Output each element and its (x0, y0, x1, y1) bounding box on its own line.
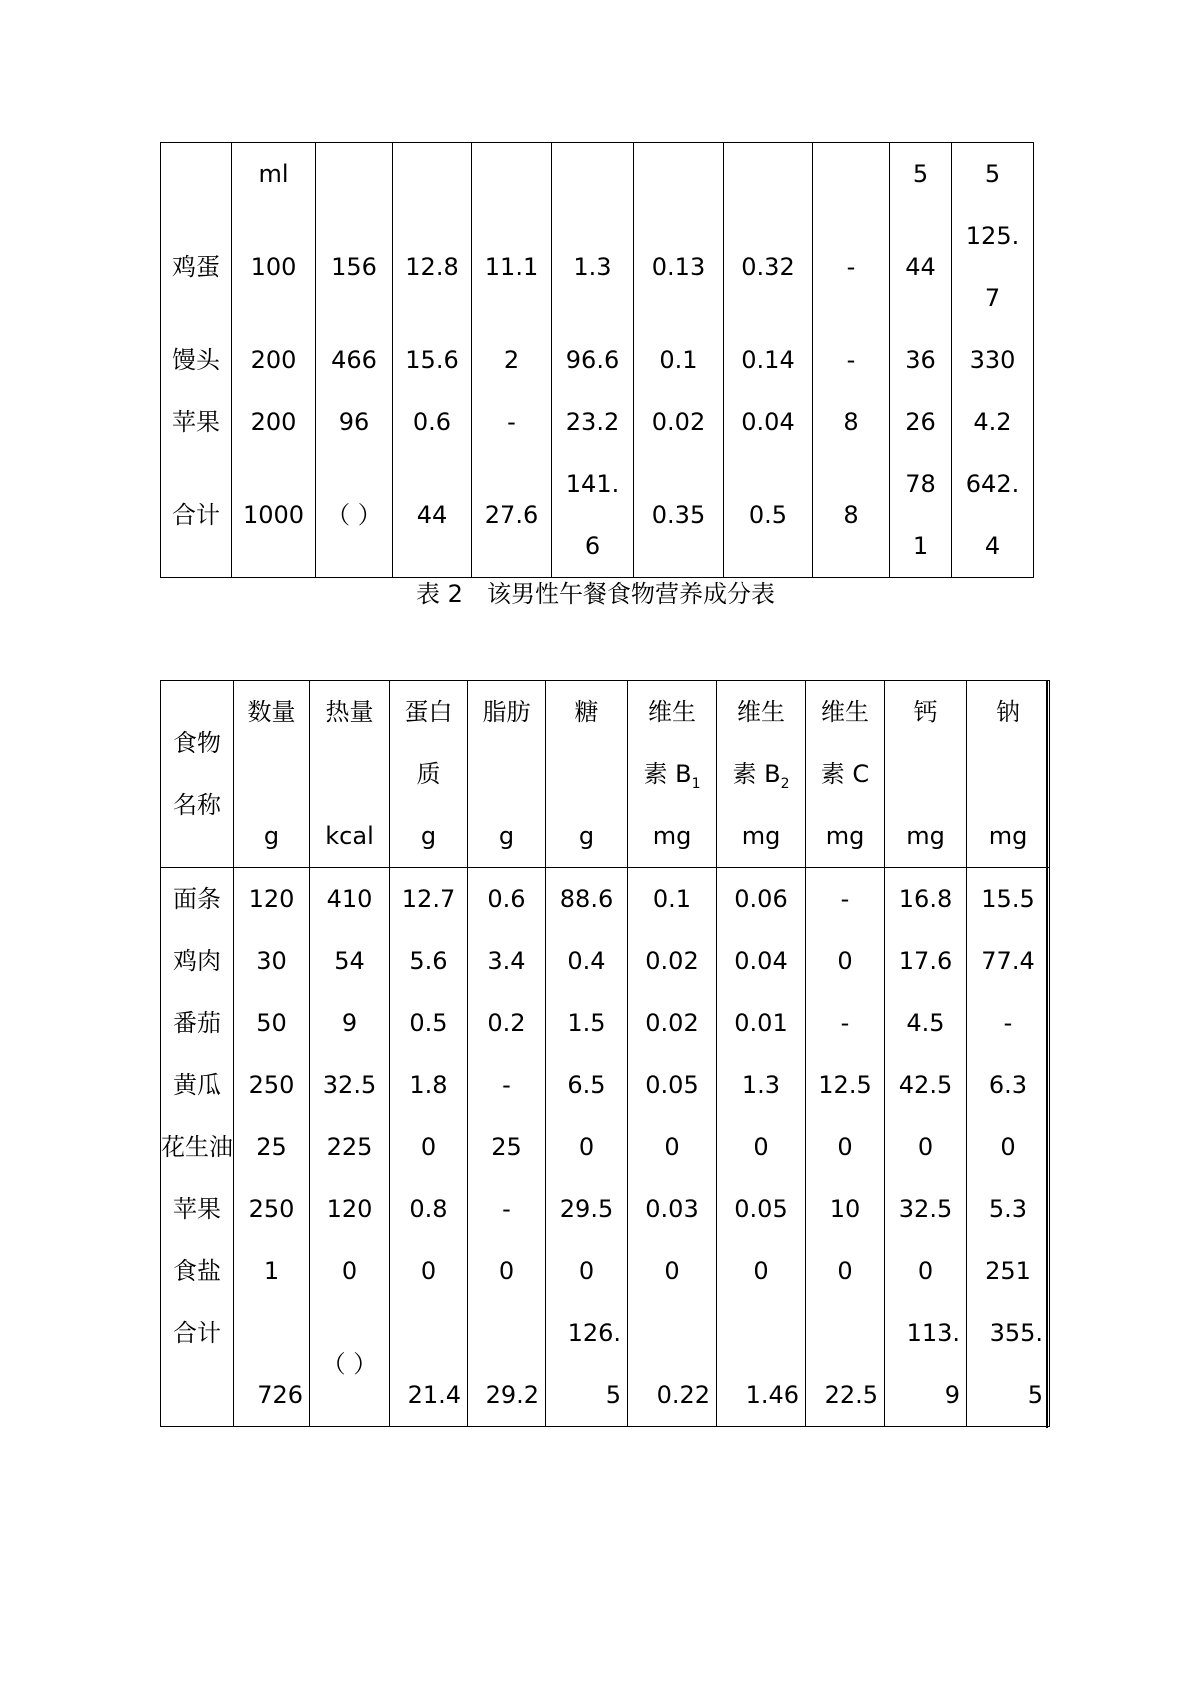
header-kcal (310, 681, 390, 868)
header-food-name-line1: 食物 (173, 729, 221, 757)
table-2-cell-protein: 0 (420, 1257, 437, 1285)
table-1-cell-ca: 5 (912, 160, 929, 188)
table-2-cell-sugar: 29.5 (559, 1195, 614, 1223)
spacer (468, 1302, 545, 1364)
table-2-total-label: 合计 (173, 1319, 221, 1347)
table-1-cell-vb1 (634, 143, 723, 205)
table-1-cell-vb1: 0.13 (651, 253, 706, 281)
table-2-cell-na: 6.3 (988, 1071, 1028, 1099)
table-2-cell-sugar: 88.6 (559, 885, 614, 913)
nutrition-table-1 (160, 142, 1034, 578)
table-2-cell-vb2: 0 (753, 1257, 769, 1285)
header-na-label: 钠 (996, 698, 1020, 726)
header-kcal-blank (310, 743, 389, 805)
table-2-cell-fat: 3.4 (487, 947, 526, 975)
table-1-cell-vb2: 0.04 (741, 408, 795, 436)
header-ca-label: 钙 (913, 698, 938, 726)
table-2-cell-kcal: 54 (334, 947, 365, 975)
table-2-cell-na: 5.3 (988, 1195, 1028, 1223)
table-2-cell-ca: 0 (917, 1257, 934, 1285)
table-1-cell-na: 125. (965, 222, 1020, 250)
table-1-cell-na: 642. (965, 470, 1020, 498)
header-protein-label2: 质 (416, 760, 441, 788)
spacer (161, 205, 231, 236)
column-sugar (546, 868, 628, 1427)
spacer (232, 205, 315, 236)
table-2-cell-ca: 16.8 (898, 885, 953, 913)
table-1-column-vb1 (634, 143, 724, 578)
spacer (232, 546, 315, 577)
table-1-cell-vb1: 0.1 (659, 346, 698, 374)
header-fat (468, 681, 546, 868)
header-food-name (161, 681, 234, 868)
header-kcal-label: 热量 (325, 698, 374, 726)
table-2-cell-ca: 0 (917, 1133, 934, 1161)
table-2-cell-name: 黄瓜 (173, 1071, 221, 1099)
table-2-cell-sugar: 0 (578, 1133, 595, 1161)
table-1-cell-vb2 (724, 143, 812, 205)
table-1-cell-sugar (552, 143, 633, 205)
column-vitamin-c (806, 868, 885, 1427)
table-2-cell-ca: 42.5 (898, 1071, 953, 1099)
table-2-cell-qty: 1 (263, 1257, 280, 1285)
column-food-name (161, 868, 234, 1427)
spacer (393, 205, 471, 236)
header-vb2-text: 素 B (732, 760, 781, 788)
table-2-cell-protein: 0 (420, 1133, 437, 1161)
spacer (161, 298, 231, 329)
table-1-cell-vb1: 0.35 (651, 501, 706, 529)
spacer (634, 298, 723, 329)
spacer (310, 1395, 389, 1426)
table-2-cell-fat: - (502, 1195, 511, 1223)
spacer (393, 298, 471, 329)
header-ca-blank (885, 743, 966, 805)
table-2-cell-vb1: 0 (664, 1257, 680, 1285)
spacer (393, 453, 471, 484)
table-2-cell-vc: 0 (837, 1133, 853, 1161)
table-2-total-vc: 22.5 (824, 1381, 878, 1409)
table-2-cell-sugar: 0 (578, 1257, 595, 1285)
table-2-cell-vb2: 1.3 (741, 1071, 781, 1099)
spacer (161, 1364, 233, 1426)
table-2-cell-qty: 250 (248, 1071, 295, 1099)
column-calcium (885, 868, 967, 1427)
table-1-cell-fat: 2 (503, 346, 520, 374)
table-1-cell-kcal: 466 (331, 346, 377, 374)
table-1-cell-ca: 26 (905, 408, 936, 436)
table-1-cell-vc: 8 (843, 501, 859, 529)
table-1-cell-sugar: 6 (584, 532, 601, 560)
table-1-cell-ca: 78 (905, 470, 936, 498)
header-protein (390, 681, 468, 868)
table-2-cell-vc: 0 (837, 1257, 853, 1285)
table-2-cell-vc: - (840, 885, 850, 913)
table-2-cell-fat: - (502, 1071, 511, 1099)
spacer (232, 298, 315, 329)
header-sugar (546, 681, 628, 868)
table-2-cell-vc: 10 (829, 1195, 861, 1223)
spacer (806, 1302, 884, 1364)
spacer (316, 205, 392, 236)
header-vb1-label: 维生 (648, 698, 696, 726)
table-2-cell-vb1: 0.05 (645, 1071, 699, 1099)
table-2-total-qty: 726 (257, 1381, 303, 1409)
table-1-cell-vc (813, 143, 889, 205)
table-2-cell-kcal: 9 (341, 1009, 358, 1037)
column-kcal (310, 868, 390, 1427)
table-1-cell-protein (393, 143, 471, 205)
table-1-cell-name: 鸡蛋 (172, 253, 220, 281)
table-2-header-row (161, 681, 1050, 868)
table-1-cell-vc: - (846, 253, 856, 281)
table-1-row (161, 143, 1034, 578)
nutrition-table-2 (160, 680, 1050, 1427)
table-1-column-protein (393, 143, 472, 578)
header-vb1-label2 (628, 743, 716, 805)
table-1-cell-fat: 11.1 (484, 253, 539, 281)
table-2-cell-na: 77.4 (981, 947, 1035, 975)
table-2-total-fat: 29.2 (485, 1381, 539, 1409)
header-calcium (885, 681, 967, 868)
spacer (390, 1302, 467, 1364)
header-ca-unit: mg (906, 822, 945, 850)
header-vc-label2: 素 C (820, 760, 870, 788)
table-1-column-sugar (552, 143, 634, 578)
table-2-cell-vb1: 0 (664, 1133, 680, 1161)
header-sodium (967, 681, 1050, 868)
spacer (161, 453, 231, 484)
table-2-cell-kcal: 0 (341, 1257, 358, 1285)
table-2-cell-vb1: 0.1 (652, 885, 692, 913)
header-qty-unit: g (263, 822, 280, 850)
header-vb1-subscript: 1 (691, 776, 701, 792)
table-2-cell-name: 花生油 (161, 1133, 233, 1161)
spacer (310, 1302, 389, 1333)
header-vb2-label: 维生 (737, 698, 785, 726)
spacer (232, 453, 315, 484)
table-2-cell-vc: 0 (837, 947, 853, 975)
spacer (472, 298, 551, 329)
table-1-cell-na: 5 (984, 160, 1001, 188)
table-2-caption: 表 2 该男性午餐食物营养成分表 (416, 580, 775, 608)
table-1-cell-qty: 200 (250, 346, 297, 374)
table-1-cell-na: 4 (984, 532, 1001, 560)
table-1-cell-protein: 44 (416, 501, 448, 529)
table-1-cell-na: 4.2 (973, 408, 1012, 436)
table-1-column-na (952, 143, 1034, 578)
table-1-cell-sugar: 96.6 (565, 346, 620, 374)
table-1-cell-qty: 1000 (242, 501, 305, 529)
spacer (634, 546, 723, 577)
table-1-cell-ca: 36 (905, 346, 936, 374)
table-2-cell-vb2: 0.05 (734, 1195, 788, 1223)
table-2-cell-vb2: 0.04 (734, 947, 788, 975)
table-2-total-kcal: （ ） (321, 1350, 378, 1378)
table-2-cell-name: 食盐 (173, 1257, 221, 1285)
spacer (724, 298, 812, 329)
table-1-cell-qty: 100 (250, 253, 297, 281)
table-2-cell-vc: - (840, 1009, 850, 1037)
spacer (552, 298, 633, 329)
table-1-cell-protein: 15.6 (405, 346, 459, 374)
header-protein-unit: g (420, 822, 437, 850)
header-qty-blank (234, 743, 309, 805)
spacer (634, 453, 723, 484)
table-2-cell-na: - (1003, 1009, 1013, 1037)
spacer (234, 1302, 309, 1364)
table-1-cell-sugar: 1.3 (573, 253, 612, 281)
table-1-cell-sugar: 141. (565, 470, 620, 498)
spacer (634, 205, 723, 236)
table-1-cell-kcal: 96 (338, 408, 370, 436)
header-sugar-blank (546, 743, 627, 805)
table-2-cell-protein: 5.6 (409, 947, 448, 975)
table-1-cell-vb1: 0.02 (651, 408, 706, 436)
column-fat (468, 868, 546, 1427)
header-vitamin-b1 (628, 681, 717, 868)
table-2-cell-na: 251 (985, 1257, 1031, 1285)
table-2-cell-kcal: 32.5 (322, 1071, 377, 1099)
spacer (472, 205, 551, 236)
table-2-cell-qty: 30 (256, 947, 287, 975)
table-2-total-ca: 9 (944, 1381, 960, 1409)
table-1-column-kcal (316, 143, 393, 578)
table-1-cell-fat (472, 143, 551, 205)
table-2-cell-kcal: 410 (326, 885, 373, 913)
spacer (472, 453, 551, 484)
table-2-cell-name: 鸡肉 (173, 947, 221, 975)
table-2-cell-na: 0 (1000, 1133, 1016, 1161)
spacer (316, 298, 392, 329)
header-fat-label: 脂肪 (482, 698, 531, 726)
spacer (813, 205, 889, 236)
table-1-cell-vb2: 0.32 (741, 253, 795, 281)
table-2-cell-protein: 12.7 (401, 885, 456, 913)
table-2-cell-kcal: 225 (326, 1133, 373, 1161)
table-2-cell-fat: 0.2 (487, 1009, 526, 1037)
table-1-cell-name: 苹果 (172, 408, 220, 436)
table-1-column-fat (472, 143, 552, 578)
spacer (890, 298, 951, 329)
column-protein (390, 868, 468, 1427)
table-2-cell-vb1: 0.02 (645, 1009, 699, 1037)
table-2-cell-vb2: 0 (753, 1133, 769, 1161)
table-2-cell-ca: 4.5 (906, 1009, 945, 1037)
header-sugar-unit: g (578, 822, 595, 850)
table-1-cell-fat: 27.6 (484, 501, 539, 529)
table-2-cell-qty: 25 (256, 1133, 287, 1161)
table-2-cell-protein: 1.8 (409, 1071, 448, 1099)
spacer (316, 453, 392, 484)
spacer (717, 1302, 805, 1364)
spacer (813, 546, 889, 577)
table-2-total-vb1: 0.22 (656, 1381, 710, 1409)
header-na-unit: mg (988, 822, 1028, 850)
column-sodium (967, 868, 1050, 1427)
table-1-cell-name (161, 143, 231, 205)
header-vitamin-b2 (717, 681, 806, 868)
table-2-body-row (161, 868, 1050, 1427)
spacer (813, 453, 889, 484)
table-1-body (161, 143, 1034, 578)
header-kcal-unit: kcal (325, 822, 374, 850)
table-2-total-protein: 21.4 (407, 1381, 461, 1409)
table-1-cell-na: 7 (984, 284, 1001, 312)
table-2-total-ca: 113. (906, 1319, 960, 1347)
spacer (724, 205, 812, 236)
table-1-cell-kcal: （ ） (326, 501, 382, 529)
table-2-cell-fat: 0.6 (487, 885, 526, 913)
table-1-cell-ca: 1 (912, 532, 929, 560)
header-vc-unit: mg (825, 822, 865, 850)
spacer (161, 546, 231, 577)
table-1-column-ca (890, 143, 952, 578)
table-2-cell-fat: 0 (498, 1257, 515, 1285)
table-2-cell-na: 15.5 (981, 885, 1035, 913)
table-1-cell-kcal: 156 (331, 253, 377, 281)
table-2-cell-qty: 120 (248, 885, 295, 913)
table-2-cell-qty: 50 (256, 1009, 287, 1037)
column-vitamin-b1 (628, 868, 717, 1427)
header-na-blank (967, 743, 1049, 805)
table-2-cell-vb2: 0.01 (734, 1009, 788, 1037)
header-vitamin-c (806, 681, 885, 868)
table-2-total-vb2: 1.46 (745, 1381, 799, 1409)
spacer (316, 546, 392, 577)
table-1-column-qty (232, 143, 316, 578)
table-2-total-sugar: 5 (605, 1381, 621, 1409)
header-vb2-label2 (717, 743, 805, 805)
table-2-cell-name: 苹果 (173, 1195, 221, 1223)
spacer (813, 298, 889, 329)
table-2-cell-name: 面条 (173, 885, 221, 913)
table-1-cell-protein: 0.6 (412, 408, 452, 436)
table-2-cell-name: 番茄 (173, 1009, 221, 1037)
table-1-column-vc (813, 143, 890, 578)
header-fat-unit: g (498, 822, 515, 850)
table-1-cell-vb2: 0.5 (748, 501, 788, 529)
table-1-cell-qty: 200 (250, 408, 297, 436)
table-1-cell-na: 330 (969, 346, 1016, 374)
column-vitamin-b2 (717, 868, 806, 1427)
header-vb2-subscript: 2 (780, 776, 790, 792)
table-2-cell-sugar: 6.5 (567, 1071, 606, 1099)
table-1-cell-ca: 44 (905, 253, 936, 281)
header-sugar-label: 糖 (574, 698, 599, 726)
header-food-name-line2: 名称 (173, 791, 221, 819)
table-1-cell-name: 馒头 (172, 346, 220, 374)
header-vb1-text: 素 B (643, 760, 692, 788)
table-1-column-name (161, 143, 232, 578)
table-1-cell-vc: - (846, 346, 856, 374)
header-protein-label: 蛋白 (404, 698, 453, 726)
table-2-total-sugar: 126. (567, 1319, 621, 1347)
column-qty (234, 868, 310, 1427)
table-1-column-vb2 (724, 143, 813, 578)
spacer (628, 1302, 716, 1364)
table-2-cell-sugar: 0.4 (567, 947, 606, 975)
header-qty-label: 数量 (247, 698, 296, 726)
header-vc-label: 维生 (821, 698, 869, 726)
table-2-cell-protein: 0.8 (409, 1195, 448, 1223)
table-2-cell-sugar: 1.5 (567, 1009, 606, 1037)
table-2-cell-fat: 25 (491, 1133, 522, 1161)
table-1-cell-sugar: 23.2 (565, 408, 620, 436)
table-2-cell-vc: 12.5 (818, 1071, 872, 1099)
spacer (472, 546, 551, 577)
table-2-cell-ca: 32.5 (898, 1195, 953, 1223)
header-qty (234, 681, 310, 868)
table-2-right-border (1046, 680, 1048, 1428)
table-1-cell-vb2: 0.14 (741, 346, 795, 374)
header-fat-blank (468, 743, 545, 805)
table-2-cell-vb1: 0.02 (645, 947, 699, 975)
table-2-cell-vb1: 0.03 (645, 1195, 699, 1223)
table-2-cell-vb2: 0.06 (734, 885, 788, 913)
spacer (724, 453, 812, 484)
table-2-cell-ca: 17.6 (898, 947, 953, 975)
table-2-cell-kcal: 120 (326, 1195, 373, 1223)
table-1-cell-kcal (316, 143, 392, 205)
table-1-cell-vc: 8 (843, 408, 859, 436)
table-1-cell-qty: ml (258, 160, 289, 188)
spacer (393, 546, 471, 577)
header-vb2-unit: mg (741, 822, 781, 850)
spacer (890, 205, 951, 236)
header-vb1-unit: mg (652, 822, 692, 850)
table-2-total-na: 355. (989, 1319, 1043, 1347)
spacer (552, 205, 633, 236)
spacer (724, 546, 812, 577)
table-2-cell-protein: 0.5 (409, 1009, 448, 1037)
table-2-total-na: 5 (1027, 1381, 1043, 1409)
table-1-cell-protein: 12.8 (405, 253, 459, 281)
table-1-cell-fat: - (507, 408, 516, 436)
table-2-cell-qty: 250 (248, 1195, 295, 1223)
table-1-cell-name: 合计 (172, 501, 220, 529)
